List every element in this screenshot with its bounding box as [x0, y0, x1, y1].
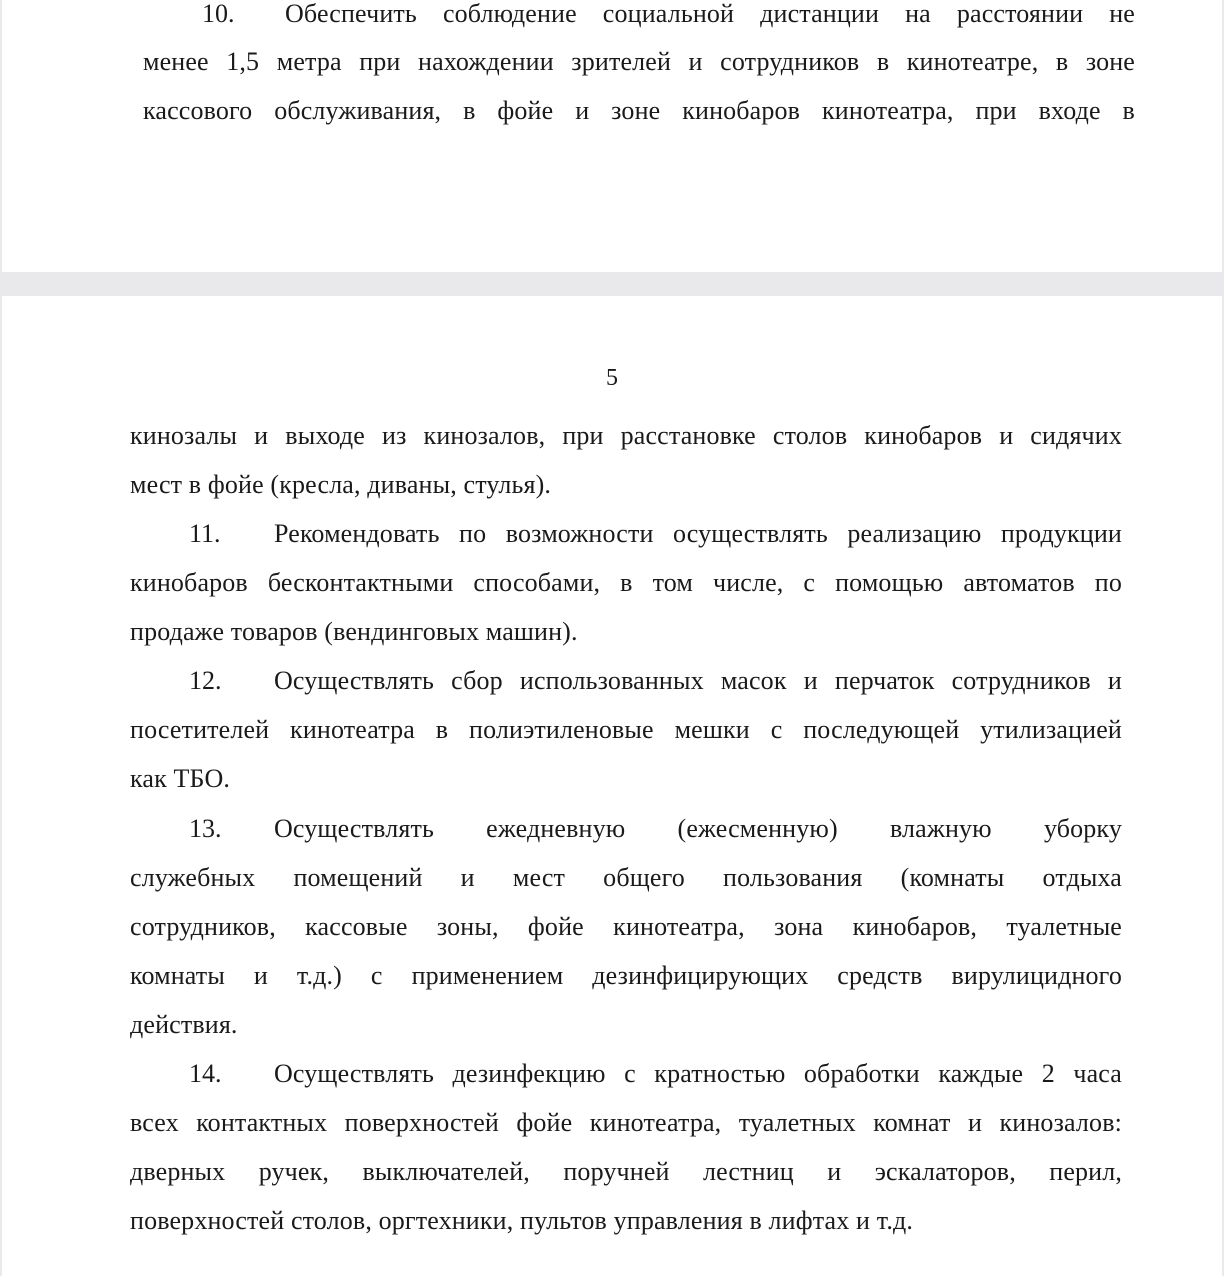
- paragraph-line: Осуществлять ежедневную (ежесменную) влажную уборку: [274, 814, 1122, 843]
- item-number: 14.: [189, 1059, 222, 1088]
- document-page-5: [2, 296, 1222, 1276]
- paragraph-line: посетителей кинотеатра в полиэтиленовые мешки с последующей утилизацией: [130, 715, 1122, 744]
- paragraph-line: сотрудников, кассовые зоны, фойе кинотеатра, зона кинобаров, туалетные: [130, 912, 1122, 941]
- paragraph-line: служебных помещений и мест общего пользования (комнаты отдыха: [130, 863, 1122, 892]
- paragraph-line: дверных ручек, выключателей, поручней лестниц и эскалаторов, перил,: [130, 1157, 1122, 1186]
- paragraph-line: Осуществлять дезинфекцию с кратностью обработки каждые 2 часа: [274, 1059, 1122, 1088]
- paragraph-line: кинобаров бесконтактными способами, в том числе, с помощью автоматов по: [130, 568, 1122, 597]
- paragraph-line: поверхностей столов, оргтехники, пультов управления в лифтах и т.д.: [130, 1206, 913, 1235]
- paragraph-line: Осуществлять сбор использованных масок и перчаток сотрудников и: [274, 666, 1122, 695]
- paragraph-line: как ТБО.: [130, 764, 231, 793]
- paragraph-line: менее 1,5 метра при нахождении зрителей и сотрудников в кинотеатре, в зоне: [143, 47, 1135, 76]
- item-number: 12.: [189, 666, 222, 695]
- paragraph-line: мест в фойе (кресла, диваны, стулья).: [130, 470, 552, 499]
- paragraph-line: комнаты и т.д.) с применением дезинфицирующих средств вирулицидного: [130, 961, 1122, 990]
- item-number: 10.: [202, 0, 235, 28]
- item-number: 11.: [189, 519, 221, 548]
- paragraph-line: Обеспечить соблюдение социальной дистанции на расстоянии не: [285, 0, 1135, 28]
- paragraph-line: всех контактных поверхностей фойе кинотеатра, туалетных комнат и кинозалов:: [130, 1108, 1122, 1137]
- item-number: 13.: [189, 814, 222, 843]
- paragraph-line: действия.: [130, 1010, 238, 1039]
- page-number: 5: [606, 365, 618, 391]
- paragraph-line: Рекомендовать по возможности осуществлять реализацию продукции: [274, 519, 1122, 548]
- paragraph-line: кассового обслуживания, в фойе и зоне кинобаров кинотеатра, при входе в: [143, 96, 1135, 125]
- document-page-4: [2, 0, 1222, 272]
- paragraph-line: продаже товаров (вендинговых машин).: [130, 617, 578, 646]
- paragraph-line: кинозалы и выходе из кинозалов, при расстановке столов кинобаров и сидячих: [130, 421, 1122, 450]
